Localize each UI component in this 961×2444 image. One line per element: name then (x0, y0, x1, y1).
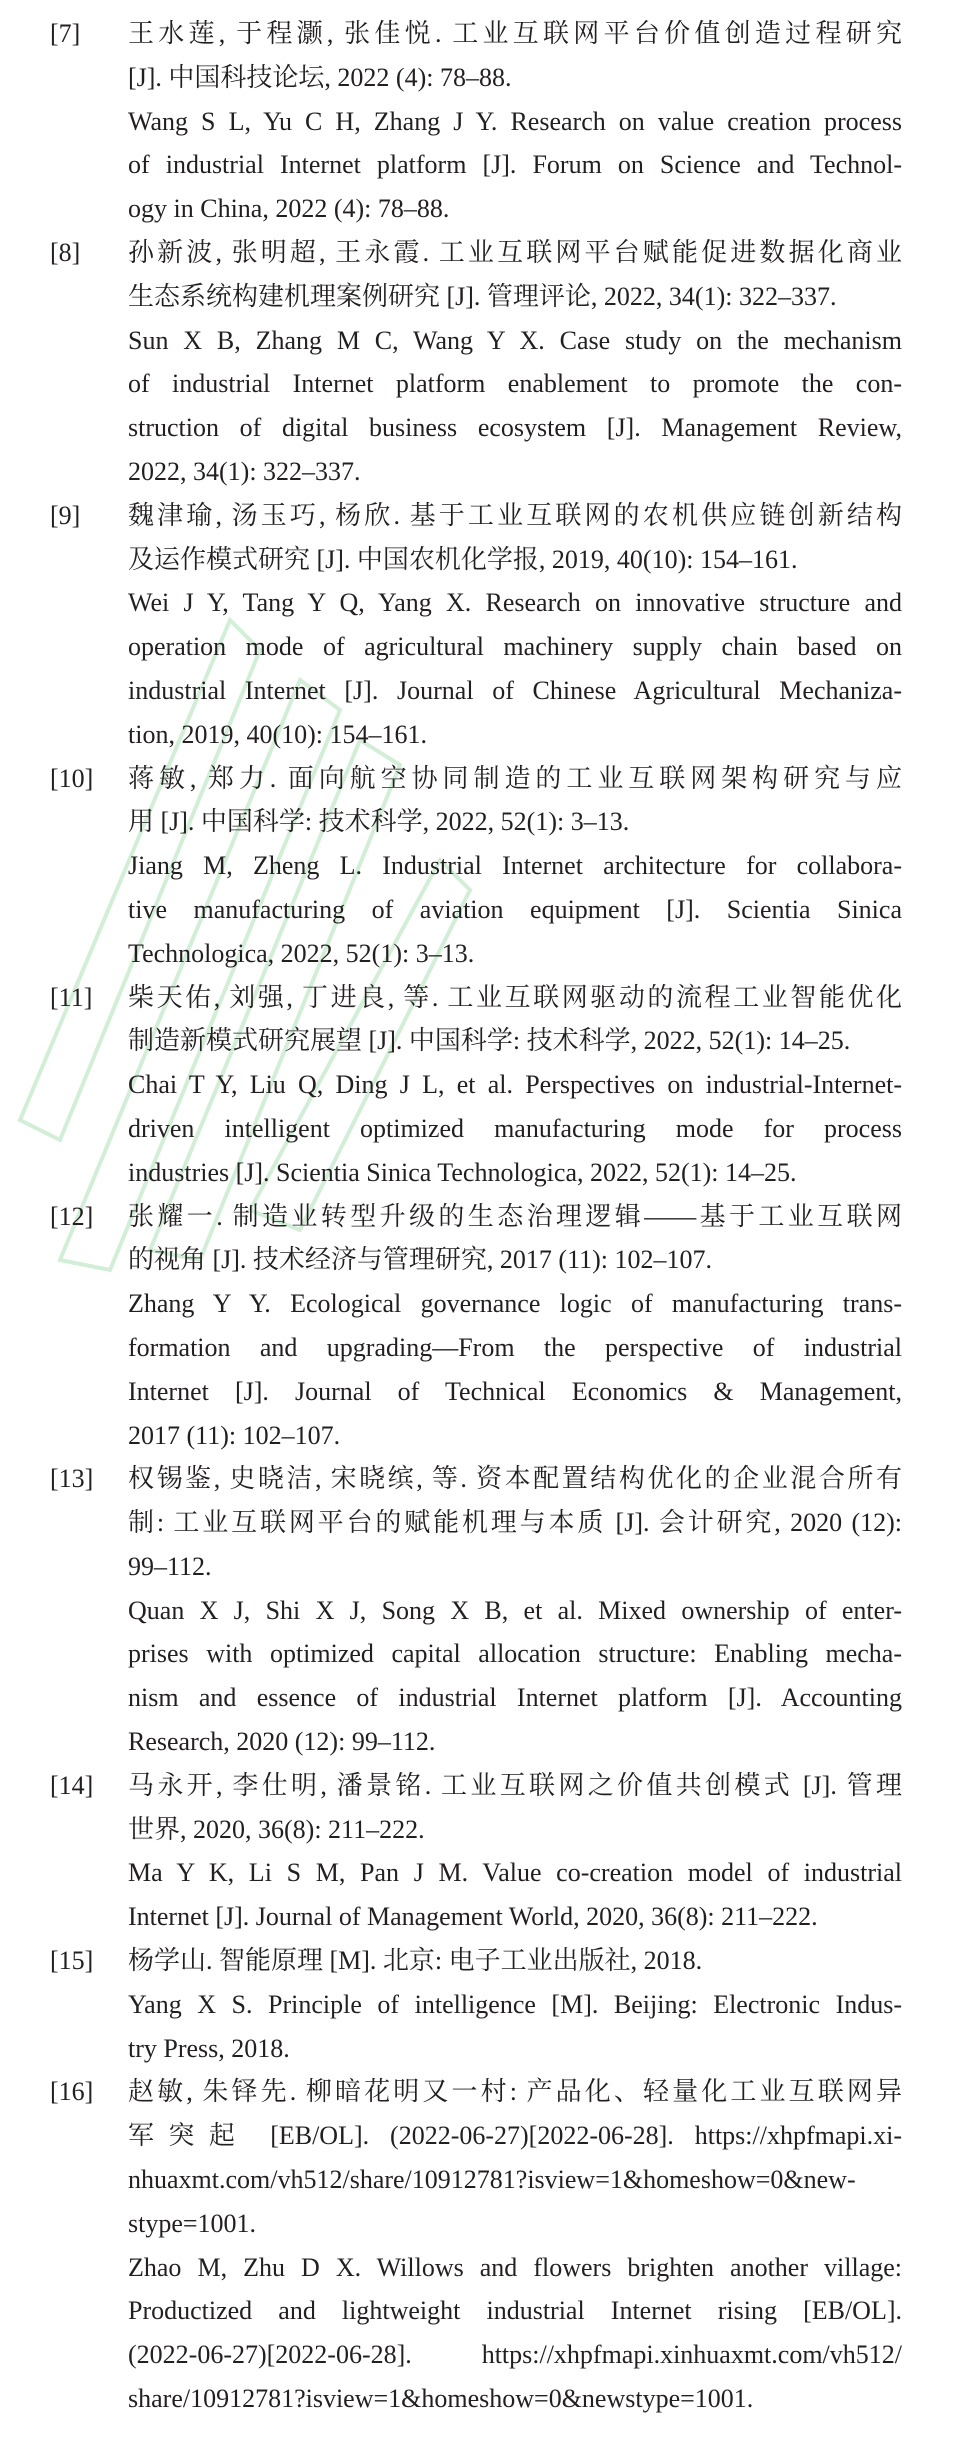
reference-english-line: ogy in China, 2022 (4): 78–88. (128, 194, 450, 224)
reference-english-line: driven intelligent optimized manufacturing mode for process (128, 1113, 902, 1143)
reference-entry (50, 976, 902, 1195)
reference-english-line: Internet [J]. Journal of Technical Economics & Management, (128, 1376, 902, 1406)
reference-english-line: tive manufacturing of aviation equipment [J]. Scientia Sinica (128, 894, 902, 924)
reference-entry (50, 2070, 902, 2420)
reference-entry (50, 231, 902, 494)
reference-number: [11] (50, 982, 93, 1012)
reference-entry (50, 1457, 902, 1764)
reference-number: [9] (50, 500, 81, 530)
reference-chinese-line: 生态系统构建机理案例研究 [J]. 管理评论, 2022, 34(1): 322–337. (128, 281, 837, 311)
reference-chinese-line: 张耀一. 制造业转型升级的生态治理逻辑——基于工业互联网 (128, 1201, 902, 1231)
reference-chinese-line: 王水莲, 于程灏, 张佳悦. 工业互联网平台价值创造过程研究 (128, 19, 902, 48)
reference-entry (50, 1195, 902, 1458)
reference-chinese-line: 制造新模式研究展望 [J]. 中国科学: 技术科学, 2022, 52(1): 14–25. (128, 1026, 851, 1056)
reference-number: [14] (50, 1770, 94, 1800)
reference-chinese-line: 用 [J]. 中国科学: 技术科学, 2022, 52(1): 3–13. (128, 807, 630, 837)
reference-english-line: Technologica, 2022, 52(1): 3–13. (128, 938, 475, 968)
reference-english-line: 2022, 34(1): 322–337. (128, 456, 361, 486)
reference-english-line: industries [J]. Scientia Sinica Technologica, 2022, 52(1): 14–25. (128, 1157, 797, 1187)
reference-english-line: Ma Y K, Li S M, Pan J M. Value co-creation model of industrial (128, 1858, 902, 1888)
reference-english-line: Productized and lightweight industrial Internet rising [EB/OL]. (128, 2296, 902, 2326)
reference-english-line: Wang S L, Yu C H, Zhang J Y. Research on value creation process (128, 106, 902, 136)
reference-english-line: Chai T Y, Liu Q, Ding J L, et al. Perspectives on industrial-Internet- (128, 1070, 902, 1100)
reference-number: [15] (50, 1946, 94, 1976)
reference-english-line: share/10912781?isview=1&homeshow=0&newstype=1001. (128, 2384, 754, 2414)
reference-english-line: of industrial Internet platform enablement to promote the con- (128, 369, 902, 399)
reference-english-line: 2017 (11): 102–107. (128, 1420, 341, 1450)
reference-chinese-line: 柴天佑, 刘强, 丁进良, 等. 工业互联网驱动的流程工业智能优化 (128, 982, 902, 1012)
reference-english-line: formation and upgrading—From the perspective of industrial (128, 1332, 902, 1362)
reference-chinese-line: 制: 工业互联网平台的赋能机理与本质 [J]. 会计研究, 2020 (12): (128, 1508, 902, 1538)
reference-entry (50, 494, 902, 757)
reference-number: [16] (50, 2077, 94, 2107)
reference-entry (50, 1764, 902, 1939)
reference-number: [7] (50, 19, 81, 48)
reference-chinese-line: stype=1001. (128, 2208, 257, 2238)
reference-chinese-line: 孙新波, 张明超, 王永霞. 工业互联网平台赋能促进数据化商业 (128, 237, 902, 267)
reference-english-line: Jiang M, Zheng L. Industrial Internet architecture for collabora- (128, 851, 902, 881)
reference-chinese-line: 马永开, 李仕明, 潘景铭. 工业互联网之价值共创模式 [J]. 管理 (128, 1770, 902, 1800)
reference-chinese-line: 赵敏, 朱铎先. 柳暗花明又一村: 产品化、轻量化工业互联网异 (128, 2077, 902, 2107)
reference-chinese-line: 99–112. (128, 1551, 212, 1581)
reference-chinese-line: 杨学山. 智能原理 [M]. 北京: 电子工业出版社, 2018. (128, 1946, 703, 1976)
reference-number: [10] (50, 763, 94, 793)
reference-entry (50, 12, 902, 231)
reference-english-line: Sun X B, Zhang M C, Wang Y X. Case study on the mechanism (128, 325, 902, 355)
reference-chinese-line: 世界, 2020, 36(8): 211–222. (128, 1814, 425, 1844)
reference-english-line: tion, 2019, 40(10): 154–161. (128, 719, 427, 749)
reference-entry (50, 1939, 902, 2070)
reference-english-line: Quan X J, Shi X J, Song X B, et al. Mixed ownership of enter- (128, 1595, 902, 1625)
reference-number: [8] (50, 237, 81, 267)
reference-english-line: of industrial Internet platform [J]. Forum on Science and Technol- (128, 150, 902, 180)
reference-english-line: industrial Internet [J]. Journal of Chinese Agricultural Mechaniza- (128, 675, 902, 705)
reference-english-line: (2022-06-27)[2022-06-28]. https://xhpfmapi.xinhuaxmt.com/vh512/ (128, 2340, 902, 2370)
reference-chinese-line: 及运作模式研究 [J]. 中国农机化学报, 2019, 40(10): 154–161. (128, 544, 798, 574)
reference-chinese-line: 军突起 [EB/OL]. (2022-06-27)[2022-06-28]. https://xhpfmapi.xi- (128, 2121, 902, 2151)
reference-number: [12] (50, 1201, 94, 1231)
reference-english-line: Yang X S. Principle of intelligence [M]. Beijing: Electronic Indus- (128, 1989, 902, 2019)
reference-english-line: Zhao M, Zhu D X. Willows and flowers brighten another village: (128, 2252, 902, 2282)
reference-chinese-line: 蒋敏, 郑力. 面向航空协同制造的工业互联网架构研究与应 (128, 763, 902, 793)
reference-list (50, 12, 902, 2421)
reference-english-line: struction of digital business ecosystem [J]. Management Review, (128, 413, 902, 443)
reference-english-line: Zhang Y Y. Ecological governance logic of manufacturing trans- (128, 1289, 902, 1319)
reference-english-line: prises with optimized capital allocation structure: Enabling mecha- (128, 1639, 902, 1669)
reference-chinese-line: 的视角 [J]. 技术经济与管理研究, 2017 (11): 102–107. (128, 1245, 713, 1275)
reference-entry (50, 757, 902, 976)
reference-chinese-line: 权锡鉴, 史晓洁, 宋晓缤, 等. 资本配置结构优化的企业混合所有 (128, 1464, 902, 1494)
reference-chinese-line: nhuaxmt.com/vh512/share/10912781?isview=1&homeshow=0&new- (128, 2165, 856, 2195)
reference-chinese-line: 魏津瑜, 汤玉巧, 杨欣. 基于工业互联网的农机供应链创新结构 (128, 500, 902, 530)
reference-english-line: Wei J Y, Tang Y Q, Yang X. Research on innovative structure and (128, 588, 902, 618)
reference-chinese-line: [J]. 中国科技论坛, 2022 (4): 78–88. (128, 62, 512, 92)
reference-english-line: nism and essence of industrial Internet platform [J]. Accounting (128, 1683, 902, 1713)
reference-english-line: operation mode of agricultural machinery supply chain based on (128, 632, 902, 662)
reference-english-line: Research, 2020 (12): 99–112. (128, 1727, 436, 1757)
reference-number: [13] (50, 1464, 94, 1494)
reference-english-line: try Press, 2018. (128, 2033, 290, 2063)
reference-english-line: Internet [J]. Journal of Management World, 2020, 36(8): 211–222. (128, 1902, 818, 1932)
